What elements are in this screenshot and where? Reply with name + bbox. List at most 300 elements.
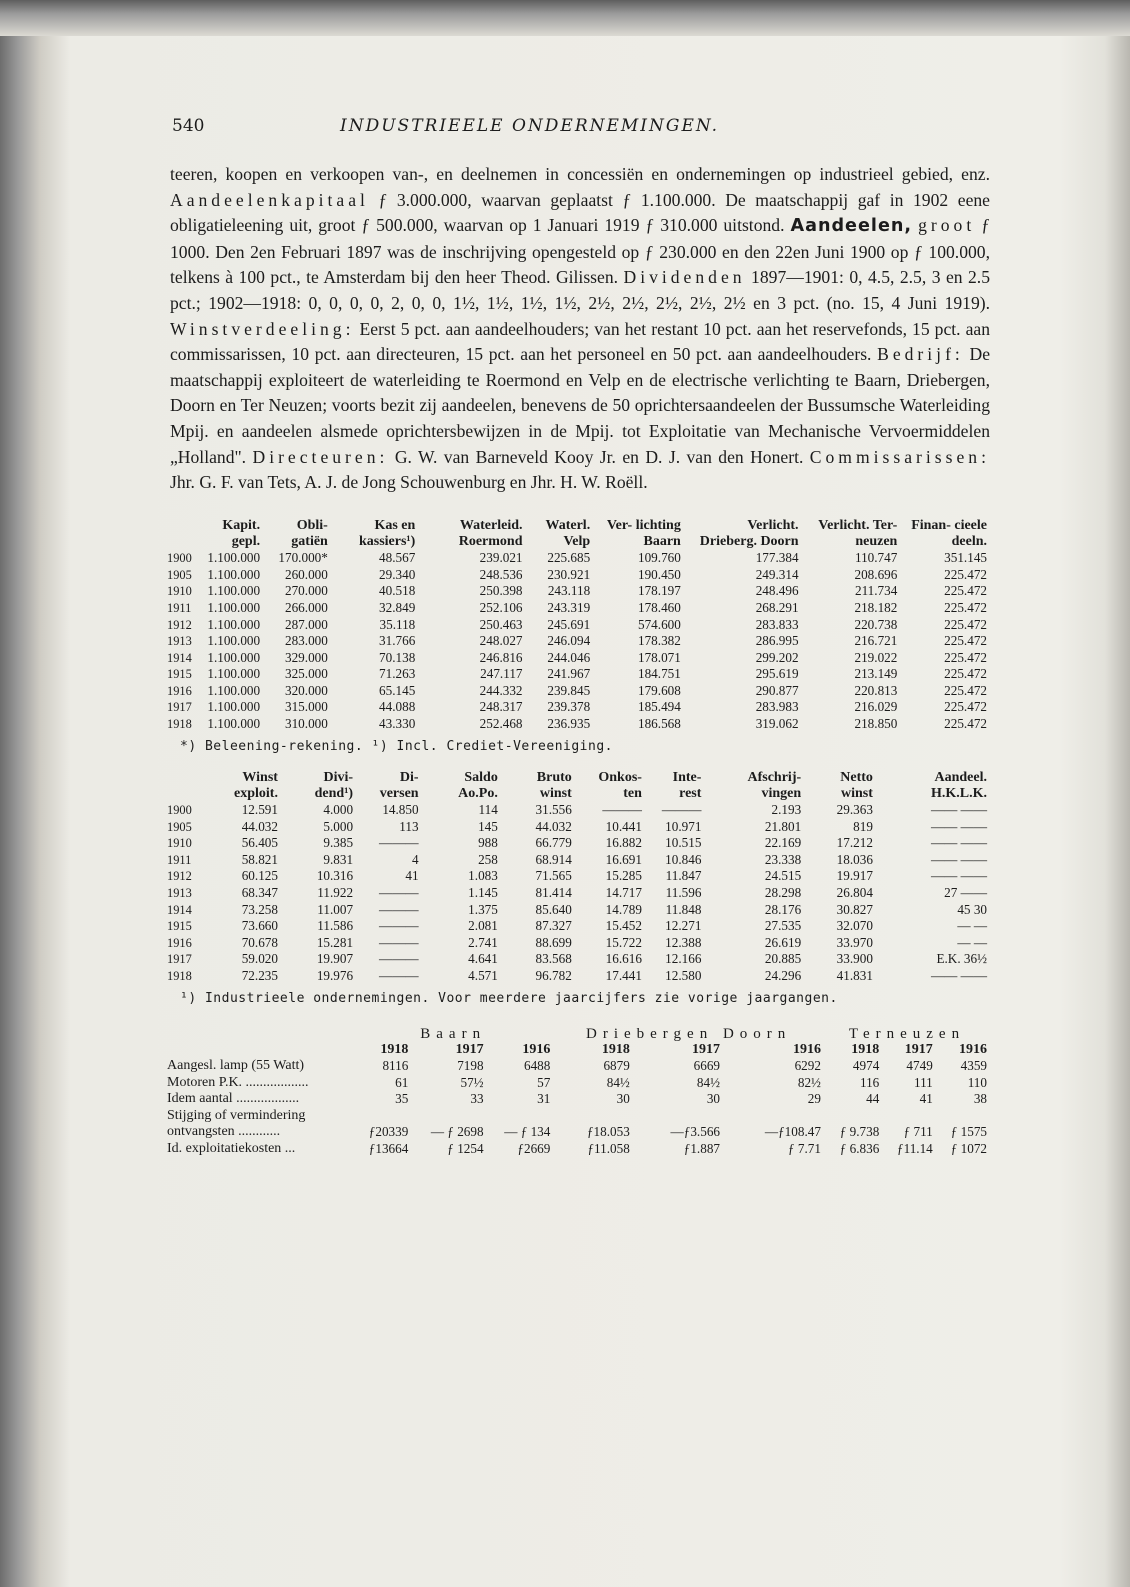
value-cell: 247.117 [480, 666, 523, 682]
value-cell: 1.145 [468, 885, 498, 901]
value-cell: 4.571 [468, 968, 498, 983]
group-header-row [164, 1026, 990, 1042]
value-cell: ƒ 7.71 [787, 1140, 821, 1156]
value-cell: —— —— [930, 802, 987, 818]
value-cell: 44.032 [241, 818, 278, 834]
value-cell: 41.831 [836, 968, 873, 983]
value-cell: 252.468 [479, 716, 523, 732]
value-cell: 248.317 [479, 699, 523, 715]
table-row [164, 600, 990, 617]
value-cell: 31.556 [535, 802, 572, 818]
col-header: Winst exploit. [234, 769, 278, 801]
value-cell: 56.405 [241, 835, 278, 851]
value-cell: 225.472 [944, 666, 987, 682]
table-row [164, 567, 990, 584]
value-cell: 33 [470, 1091, 484, 1107]
value-cell: 41 [405, 868, 419, 884]
value-cell: 319.062 [755, 716, 799, 732]
value-cell: 96.782 [535, 968, 572, 983]
value-cell: 48.567 [379, 550, 416, 566]
value-cell: ——— [379, 901, 419, 917]
year-header: 1918 [380, 1041, 409, 1057]
year-cell: 1905 [167, 567, 192, 582]
value-cell: 252.106 [479, 599, 523, 615]
balance-table [164, 518, 990, 733]
year-cell: 1915 [167, 919, 192, 934]
year-cell: 1912 [167, 869, 192, 884]
value-cell: 225.685 [547, 550, 591, 566]
value-cell: 225.472 [944, 716, 987, 732]
value-cell: 225.472 [944, 649, 987, 665]
value-cell: 225.472 [944, 566, 987, 582]
value-cell: 72.235 [241, 968, 278, 983]
year-cell: 1914 [167, 902, 192, 917]
col-header: Netto winst [840, 769, 873, 801]
table-row [164, 699, 990, 716]
year-cell: 1918 [167, 717, 192, 732]
value-cell: 178.071 [637, 649, 681, 665]
value-cell: 10.846 [665, 851, 702, 867]
year-cell: 1915 [167, 667, 192, 682]
value-cell: ——— [379, 968, 419, 983]
value-cell: 27.535 [764, 918, 802, 934]
value-cell: 10.316 [316, 868, 354, 884]
value-cell [723, 1108, 824, 1125]
value-cell: 109.760 [637, 550, 681, 566]
value-cell: 44 [866, 1091, 880, 1107]
value-cell: 1.100.000 [207, 599, 261, 615]
value-cell: 249.314 [755, 566, 799, 582]
value-cell: 30 [616, 1091, 630, 1107]
value-cell: 283.000 [284, 633, 328, 649]
text-segment: teeren, koopen en verkoopen van-, en deelnemen in concessiën en ondernemingen op industrieel gebied, enz. [170, 164, 990, 184]
value-cell: ƒ11.058 [587, 1140, 630, 1156]
value-cell: 287.000 [284, 616, 328, 632]
year-cell: 1905 [167, 819, 192, 834]
value-cell: 241.967 [547, 666, 591, 682]
value-cell: 44.032 [535, 818, 572, 834]
value-cell: 73.660 [241, 918, 278, 934]
table-row [164, 683, 990, 700]
value-cell: 9.831 [323, 851, 354, 867]
value-cell: 185.494 [637, 699, 681, 715]
value-cell: 84½ [696, 1074, 720, 1090]
value-cell: 283.983 [755, 699, 799, 715]
value-cell: 6292 [794, 1058, 821, 1073]
balance-table-body [164, 550, 990, 733]
value-cell: ——— [379, 918, 419, 934]
directeuren-label: Directeuren: [252, 446, 389, 467]
bedrijf-label: Bedrijf: [877, 344, 964, 365]
value-cell: 2.193 [771, 802, 802, 818]
year-header-row [164, 1042, 990, 1058]
table-row [164, 1124, 990, 1141]
value-cell: 15.722 [605, 934, 642, 950]
value-cell: 1.100.000 [207, 566, 261, 582]
value-cell: 2.741 [468, 934, 498, 950]
value-cell: 258 [478, 851, 498, 867]
year-cell: 1917 [167, 700, 192, 715]
value-cell: 65.145 [379, 682, 416, 698]
value-cell: —— —— [930, 968, 987, 983]
value-cell: 988 [478, 835, 498, 851]
value-cell: 216.029 [854, 699, 898, 715]
value-cell: ƒ 1254 [447, 1140, 484, 1156]
row-label: Idem aantal .................. [167, 1091, 300, 1107]
value-cell: — ƒ 2698 [430, 1124, 484, 1140]
table1-footnote: *) Beleening-rekening. ¹) Incl. Crediet-Vereeniging. [180, 738, 613, 754]
value-cell: 12.591 [241, 802, 278, 818]
text-segment: Eerst 5 pct. aan aandeelhouders; van het restant 10 pct. aan het reservefonds, 15 pct. aan commissarissen, 10 pct. aan directeuren, 15 pct. aan het personeel en 50 pct. aan aandeelhouders. [170, 318, 990, 365]
text-segment: G. W. van Barneveld Kooy Jr. en D. J. van den Honert. [394, 446, 810, 467]
value-cell: 84½ [606, 1074, 630, 1090]
value-cell: —— —— [930, 851, 987, 867]
table-header-row [164, 518, 990, 550]
col-header [164, 770, 195, 802]
value-cell: ƒ13664 [368, 1140, 409, 1156]
value-cell: 16.616 [605, 951, 642, 967]
table-row [164, 819, 990, 836]
year-cell: 1910 [167, 836, 192, 851]
value-cell: 88.699 [535, 934, 572, 950]
col-header [164, 518, 195, 550]
table-row [164, 1075, 990, 1092]
value-cell: 31.766 [379, 633, 416, 649]
value-cell: 1.100.000 [207, 699, 261, 715]
book-edge-shadow [0, 0, 1130, 36]
value-cell: 57 [537, 1074, 551, 1090]
value-cell: 17.212 [836, 835, 873, 851]
value-cell: 68.914 [535, 851, 572, 867]
value-cell: 14.789 [605, 901, 642, 917]
year-header: 1917 [904, 1041, 933, 1057]
value-cell: 70.678 [241, 934, 278, 950]
year-cell: 1916 [167, 935, 192, 950]
value-cell: 14.850 [382, 802, 419, 818]
year-cell: 1916 [167, 683, 192, 698]
value-cell: 29.363 [836, 802, 873, 818]
col-header: Onkos- ten [598, 769, 642, 801]
value-cell: 819 [853, 818, 873, 834]
value-cell: 310.000 [284, 716, 328, 732]
lighting-table [164, 1026, 990, 1158]
value-cell: 216.721 [854, 633, 898, 649]
group-header-driebergen: Driebergen Doorn [586, 1025, 792, 1042]
page-content [167, 108, 990, 1158]
value-cell: 41 [919, 1091, 933, 1107]
value-cell: 186.568 [637, 716, 681, 732]
value-cell: 33.970 [836, 934, 873, 950]
year-cell: 1900 [167, 551, 192, 566]
value-cell: 29 [807, 1091, 821, 1107]
value-cell: 250.463 [479, 616, 523, 632]
value-cell: 220.738 [854, 616, 898, 632]
value-cell: 250.398 [479, 583, 523, 599]
value-cell: 9.385 [323, 835, 354, 851]
value-cell: 19.907 [316, 951, 354, 967]
table-row [164, 633, 990, 650]
value-cell [882, 1108, 936, 1125]
value-cell: 2.081 [468, 918, 498, 934]
value-cell: 290.877 [755, 682, 799, 698]
value-cell: ƒ1.887 [683, 1140, 720, 1156]
value-cell: 4359 [960, 1058, 987, 1073]
value-cell: 283.833 [755, 616, 799, 632]
value-cell: 12.271 [665, 918, 702, 934]
value-cell: 268.291 [755, 599, 799, 615]
value-cell: ƒ 9.738 [839, 1124, 880, 1140]
value-cell: 23.338 [764, 851, 802, 867]
year-header: 1917 [455, 1041, 484, 1057]
value-cell: —— —— [930, 868, 987, 884]
col-header: Kapit. gepl. [222, 517, 261, 549]
table-row [164, 852, 990, 869]
value-cell: 28.176 [764, 901, 802, 917]
value-cell: 12.580 [665, 968, 702, 983]
value-cell: — ƒ 134 [504, 1124, 551, 1140]
value-cell: 44.088 [379, 699, 416, 715]
value-cell: 26.804 [836, 885, 873, 901]
value-cell: 110.747 [854, 550, 898, 566]
profit-table-body [164, 802, 990, 985]
value-cell: 16.882 [605, 835, 642, 851]
value-cell: 20.885 [764, 951, 802, 967]
value-cell: 1.100.000 [207, 682, 261, 698]
table-row [164, 650, 990, 667]
value-cell: 236.935 [547, 716, 591, 732]
value-cell: 14.717 [605, 885, 642, 901]
value-cell: ——— [379, 934, 419, 950]
value-cell: 10.515 [665, 835, 702, 851]
value-cell: 219.022 [854, 649, 898, 665]
value-cell: 220.813 [854, 682, 898, 698]
value-cell: 211.734 [854, 583, 898, 599]
value-cell: 225.472 [944, 682, 987, 698]
value-cell: 40.518 [379, 583, 416, 599]
value-cell: 68.347 [241, 885, 278, 901]
value-cell: 320.000 [284, 682, 328, 698]
value-cell: 19.976 [316, 968, 354, 983]
value-cell: ——— [379, 835, 419, 851]
row-label: Aangesl. lamp (55 Watt) [167, 1058, 305, 1073]
value-cell: 244.046 [547, 649, 591, 665]
value-cell: 1.100.000 [207, 716, 261, 732]
value-cell: 1.083 [468, 868, 498, 884]
value-cell: 178.382 [637, 633, 681, 649]
table-header-row [164, 770, 990, 802]
value-cell: —— —— [930, 818, 987, 834]
dividenden-label: Dividenden [623, 267, 746, 288]
value-cell [633, 1108, 723, 1125]
year-header: 1918 [601, 1041, 630, 1057]
value-cell: ƒ 711 [903, 1124, 933, 1140]
row-label: ontvangsten ............ [167, 1124, 281, 1140]
value-cell: ƒ18.053 [586, 1124, 630, 1140]
value-cell: 4.000 [323, 802, 354, 818]
year-cell: 1900 [167, 803, 192, 818]
year-cell: 1913 [167, 886, 192, 901]
value-cell: 178.197 [637, 583, 681, 599]
value-cell: 239.378 [547, 699, 591, 715]
commissarissen-label: Commissarissen: [809, 446, 990, 467]
value-cell: 45 30 [957, 901, 987, 917]
text-segment: ƒ 3.000.000, waarvan geplaatst ƒ 1.100.000. De maatschappij gaf in 1902 eene obligatieleening uit, groot ƒ 500.000, waarvan op 1 Januari 1919 ƒ 310.000 uitstond. [170, 189, 990, 236]
year-cell: 1914 [167, 650, 192, 665]
year-header: 1917 [692, 1041, 720, 1057]
value-cell: 299.202 [755, 649, 799, 665]
value-cell: 15.452 [605, 918, 642, 934]
value-cell: 243.118 [547, 583, 591, 599]
value-cell: 81.414 [535, 885, 572, 901]
aandeelen-label: Aandeelen, [790, 216, 913, 237]
value-cell: 27 —— [944, 885, 987, 901]
value-cell: 71.263 [379, 666, 416, 682]
value-cell: 190.450 [637, 566, 681, 582]
value-cell: 329.000 [284, 649, 328, 665]
table-row [164, 550, 990, 567]
col-header: Ver- lichting Baarn [606, 517, 681, 549]
value-cell: 35 [395, 1091, 409, 1107]
value-cell: 179.608 [637, 682, 681, 698]
value-cell: 31 [537, 1091, 551, 1107]
col-header: Verlicht. Drieberg. Doorn [699, 517, 799, 549]
year-header: 1918 [851, 1041, 880, 1057]
value-cell: 38 [973, 1091, 987, 1107]
value-cell: 243.319 [547, 599, 591, 615]
value-cell: 12.388 [665, 934, 702, 950]
value-cell: 11.922 [317, 885, 354, 901]
group-header-terneuzen: Terneuzen [848, 1025, 966, 1042]
value-cell: 43.330 [379, 716, 416, 732]
col-header: Bruto winst [536, 769, 572, 801]
value-cell: 110 [967, 1074, 987, 1090]
value-cell: 218.850 [854, 716, 898, 732]
group-header-baarn: Baarn [420, 1025, 487, 1042]
col-header: Kas en kassiers¹) [358, 517, 416, 549]
col-header: Di- versen [379, 769, 419, 801]
value-cell: 71.565 [535, 868, 572, 884]
value-cell: E.K. 36½ [936, 951, 987, 967]
value-cell: — — [957, 918, 987, 934]
value-cell: 225.472 [944, 699, 987, 715]
year-header: 1916 [959, 1041, 987, 1057]
page-number: 540 [172, 116, 205, 136]
value-cell: — — [957, 934, 987, 950]
value-cell: 351.145 [944, 550, 987, 566]
table-row [164, 716, 990, 733]
value-cell: 1.100.000 [207, 633, 261, 649]
table-row [164, 935, 990, 952]
col-header: Obli- gatiën [291, 517, 328, 549]
value-cell: 32.070 [836, 918, 873, 934]
text-segment: ƒ 1000. Den 2en Februari 1897 was de inschrijving opengesteld op ƒ 230.000 en den 22en Juni 1900 op ƒ 100.000, telkens à 100 pct., te Amsterdam bij den heer Theod. Gilissen. [170, 215, 990, 288]
value-cell: 30.827 [836, 901, 873, 917]
value-cell: 58.821 [241, 851, 278, 867]
value-cell: 266.000 [284, 599, 328, 615]
running-header [170, 108, 990, 148]
running-title: INDUSTRIEELE ONDERNEMINGEN. [340, 116, 720, 136]
value-cell: 24.515 [764, 868, 802, 884]
table-row [164, 1141, 990, 1158]
value-cell: 225.472 [944, 599, 987, 615]
value-cell: 87.327 [535, 918, 572, 934]
year-header: 1916 [522, 1041, 551, 1057]
value-cell: ——— [379, 951, 419, 967]
year-cell: 1913 [167, 634, 192, 649]
table-row [164, 617, 990, 634]
value-cell: ——— [602, 802, 642, 818]
value-cell: 177.384 [755, 550, 799, 566]
value-cell: 35.118 [379, 616, 416, 632]
year-cell: 1910 [167, 584, 192, 599]
value-cell: 208.696 [854, 566, 898, 582]
value-cell: 11.007 [317, 901, 354, 917]
value-cell: 11.586 [317, 918, 354, 934]
value-cell: 59.020 [241, 951, 278, 967]
value-cell: 6488 [523, 1058, 551, 1073]
value-cell [936, 1108, 990, 1125]
value-cell: 11.847 [665, 868, 702, 884]
value-cell: 248.496 [755, 583, 799, 599]
value-cell: 73.258 [241, 901, 278, 917]
row-label: Stijging of vermindering [167, 1107, 306, 1123]
year-cell: 1918 [167, 969, 192, 983]
value-cell: 11.596 [665, 885, 702, 901]
value-cell: 15.285 [605, 868, 642, 884]
kapitaal-label: Aandeelenkapitaal [170, 189, 369, 210]
value-cell: —— —— [930, 835, 987, 851]
body-paragraph [170, 162, 990, 496]
value-cell: 315.000 [284, 699, 328, 715]
value-cell: 245.691 [547, 616, 591, 632]
col-header: Inte- rest [672, 769, 702, 801]
table-row [164, 968, 990, 985]
value-cell: 574.600 [637, 616, 681, 632]
value-cell: 4974 [852, 1058, 880, 1073]
value-cell: 22.169 [764, 835, 802, 851]
table-row [164, 1058, 990, 1075]
value-cell: 116 [859, 1074, 880, 1090]
value-cell: ƒ20339 [368, 1124, 409, 1140]
value-cell: 30 [706, 1091, 720, 1107]
value-cell: 184.751 [637, 666, 681, 682]
value-cell: 1.100.000 [207, 649, 261, 665]
col-header: Verlicht. Ter- neuzen [818, 517, 898, 549]
value-cell: 11.848 [665, 901, 702, 917]
value-cell: 239.021 [479, 550, 523, 566]
value-cell: 213.149 [854, 666, 898, 682]
value-cell: 15.281 [316, 934, 354, 950]
value-cell: 26.619 [764, 934, 802, 950]
value-cell: 178.460 [637, 599, 681, 615]
value-cell: 28.298 [764, 885, 802, 901]
value-cell [487, 1108, 554, 1125]
value-cell: ƒ11.14 [897, 1140, 933, 1156]
table-row [164, 802, 990, 819]
profit-table [164, 770, 990, 985]
value-cell: 29.340 [379, 566, 416, 582]
table-row [164, 951, 990, 968]
text-segment: De maatschappij exploiteert de waterleiding te Roermond en Velp en de electrische verlichting te Baarn, Driebergen, Doorn en Ter Neuzen; voorts bezit zij aandeelen, benevens de 50 oprichtersaandeelen der Bussumsche Waterleiding Mpij. en aandeelen alsmede oprichtersbewijzen in de Mpij. tot Exploitatie van Mechanische Vervoermiddelen „Holland". [170, 344, 990, 467]
value-cell: 66.779 [535, 835, 572, 851]
value-cell: 218.182 [854, 599, 898, 615]
value-cell: 19.917 [836, 868, 873, 884]
value-cell [411, 1108, 486, 1125]
value-cell: —ƒ3.566 [670, 1124, 720, 1140]
value-cell: 10.971 [665, 818, 702, 834]
year-cell: 1911 [167, 852, 192, 867]
value-cell: 70.138 [379, 649, 416, 665]
